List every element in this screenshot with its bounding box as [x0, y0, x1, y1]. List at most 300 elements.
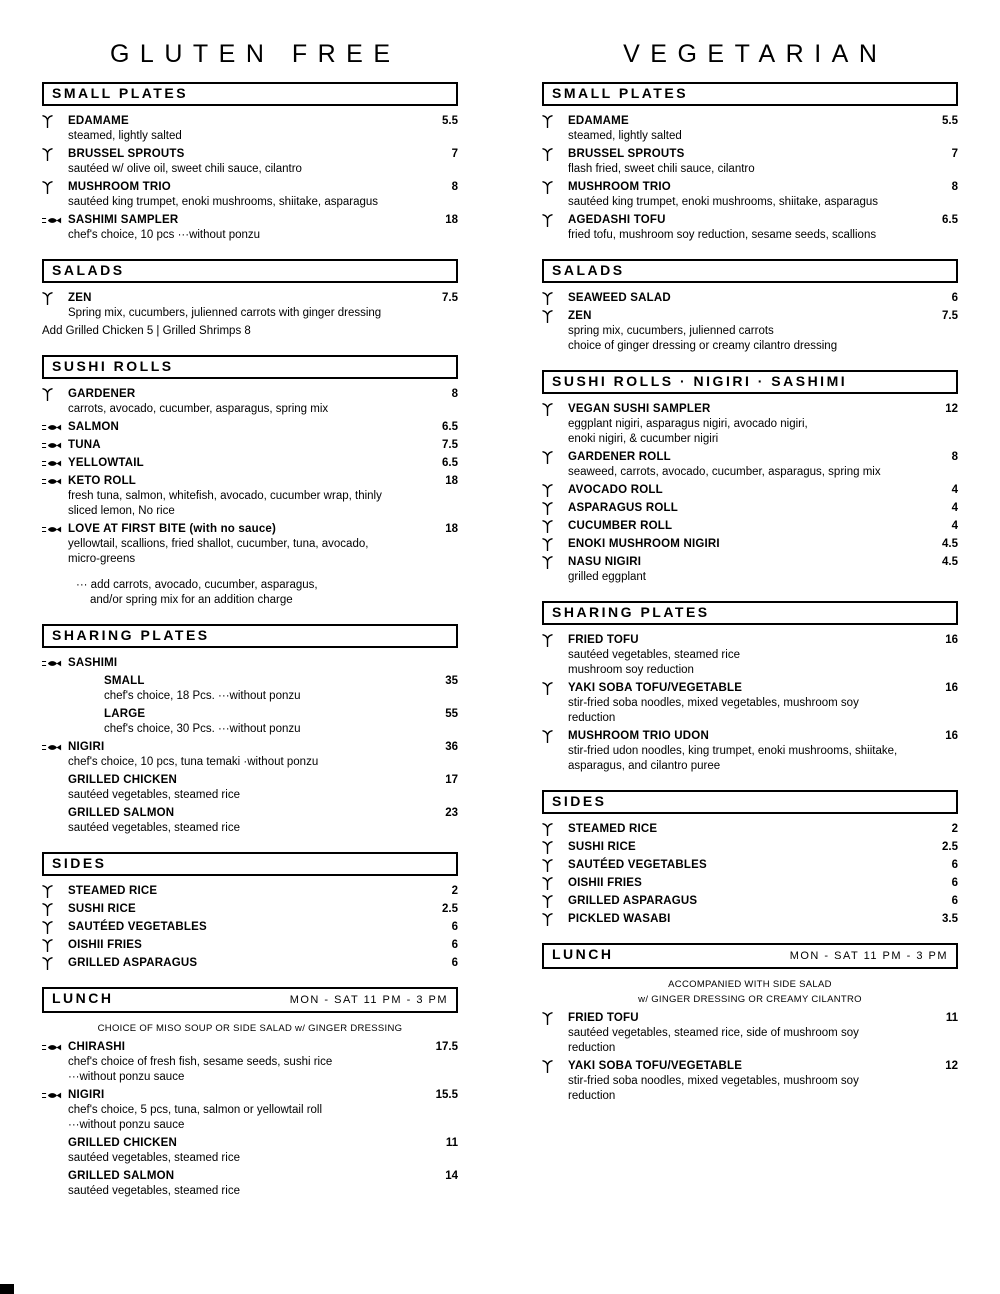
sprout-icon	[542, 1012, 568, 1025]
item-description: stir-fried udon noodles, king trumpet, enoki mushrooms, shiitake,	[568, 745, 898, 757]
sprout-icon	[42, 921, 68, 934]
item-name: SALMON	[68, 421, 120, 433]
item-name: MUSHROOM TRIO	[68, 181, 171, 193]
item-price: 16	[945, 682, 958, 694]
item-name: YELLOWTAIL	[68, 457, 144, 469]
item-price: 18	[445, 523, 458, 535]
item-price: 18	[445, 475, 458, 487]
sprout-icon	[542, 520, 568, 533]
sprout-icon	[542, 292, 568, 305]
section-header	[42, 259, 458, 283]
section-lunch	[542, 943, 958, 1104]
section-header-label: SALADS	[552, 262, 625, 278]
menu-item-enoki-mushroom-nigiri	[542, 537, 958, 552]
menu-item-fried-tofu	[542, 1011, 958, 1056]
item-price: 6.5	[942, 214, 958, 226]
item-name: SASHIMI	[68, 657, 118, 669]
item-price: 6.5	[442, 421, 458, 433]
menu-item-grilled-chicken	[42, 1136, 458, 1166]
menu-item-mushroom-trio-udon	[542, 729, 958, 774]
item-price: 8	[951, 181, 958, 193]
item-name: SASHIMI SAMPLER	[68, 214, 179, 226]
menu-item-gardener	[42, 387, 458, 417]
sprout-icon	[542, 214, 568, 227]
item-name: GRILLED SALMON	[68, 1170, 175, 1182]
menu-item-line	[542, 114, 958, 129]
menu-item-pickled-wasabi	[542, 912, 958, 927]
menu-item-line	[542, 912, 958, 927]
section-header	[42, 852, 458, 876]
menu-item-line	[542, 309, 958, 324]
item-description: sautéed king trumpet, enoki mushrooms, shiitake, asparagus	[68, 196, 379, 208]
item-description: sautéed vegetables, steamed rice	[68, 1185, 240, 1197]
section-header-label: SMALL PLATES	[552, 85, 689, 101]
fish-icon	[42, 1091, 68, 1100]
item-description: reduction	[568, 1090, 616, 1102]
section-header	[542, 790, 958, 814]
item-name: FRIED TOFU	[568, 1012, 639, 1024]
item-description: yellowtail, scallions, fried shallot, cucumber, tuna, avocado,	[68, 538, 369, 550]
sprout-icon	[542, 556, 568, 569]
section-salads	[42, 259, 458, 339]
sprout-icon	[42, 388, 68, 401]
menu-note	[542, 977, 958, 1007]
item-name: FRIED TOFU	[568, 634, 639, 646]
menu-item-line	[42, 438, 458, 453]
item-name: LOVE AT FIRST BITE (with no sauce)	[68, 523, 277, 535]
item-name: MUSHROOM TRIO UDON	[568, 730, 709, 742]
section-header-label: SHARING PLATES	[52, 627, 210, 643]
section-header-label: SALADS	[52, 262, 125, 278]
item-price: 6	[451, 921, 458, 933]
item-description: asparagus, and cilantro puree	[568, 760, 721, 772]
item-name: SAUTÉED VEGETABLES	[568, 859, 707, 871]
section-header	[542, 601, 958, 625]
menu-note-line: w/ GINGER DRESSING OR CREAMY CILANTRO	[638, 994, 862, 1005]
menu-item-line	[42, 740, 458, 755]
menu-item-line	[542, 501, 958, 516]
menu-column-vegetarian	[542, 40, 958, 1215]
item-description: spring mix, cucumbers, julienned carrots	[568, 325, 774, 337]
item-name: EDAMAME	[68, 115, 129, 127]
item-price: 6	[951, 877, 958, 889]
fish-icon	[42, 216, 68, 225]
menu-item-line	[542, 858, 958, 873]
section-sharing-plates	[542, 601, 958, 774]
section-header	[542, 943, 958, 969]
menu-item-gardener-roll	[542, 450, 958, 480]
menu-item-line	[42, 956, 458, 971]
item-price: 14	[445, 1170, 458, 1182]
item-price: 55	[445, 708, 458, 720]
item-description: carrots, avocado, cucumber, asparagus, spring mix	[68, 403, 329, 415]
section-sides	[42, 852, 458, 971]
menu-item-brussel-sprouts	[42, 147, 458, 177]
column-title: VEGETARIAN	[623, 40, 888, 68]
menu-item-sashimi	[42, 656, 458, 671]
item-description: sautéed vegetables, steamed rice	[68, 1152, 240, 1164]
menu-item-line	[42, 1169, 458, 1184]
menu-item-line	[42, 522, 458, 537]
menu-item-line	[542, 519, 958, 534]
menu-item-line	[42, 213, 458, 228]
menu-item-line	[542, 555, 958, 570]
item-price: 18	[445, 214, 458, 226]
sprout-icon	[542, 913, 568, 926]
section-header	[542, 259, 958, 283]
item-name: KETO ROLL	[68, 475, 137, 487]
menu-item-large	[42, 707, 458, 737]
item-price: 2.5	[942, 841, 958, 853]
item-price: 16	[945, 730, 958, 742]
menu-item-line	[542, 537, 958, 552]
sprout-icon	[542, 1060, 568, 1073]
section-header-label: SUSHI ROLLS · NIGIRI · SASHIMI	[552, 373, 848, 389]
item-price: 4	[951, 520, 958, 532]
section-header	[42, 82, 458, 106]
item-name: STEAMED RICE	[568, 823, 658, 835]
menu-item-zen	[42, 291, 458, 321]
item-price: 7.5	[442, 292, 458, 304]
item-description: fried tofu, mushroom soy reduction, sesame seeds, scallions	[568, 229, 877, 241]
menu-item-line	[42, 456, 458, 471]
item-description: steamed, lightly salted	[68, 130, 182, 142]
item-name: YAKI SOBA TOFU/VEGETABLE	[568, 1060, 743, 1072]
item-description: chef's choice, 30 Pcs. ···without ponzu	[104, 723, 301, 735]
menu-item-edamame	[42, 114, 458, 144]
item-name: ZEN	[568, 310, 592, 322]
menu-item-grilled-salmon	[42, 806, 458, 836]
item-name: ENOKI MUSHROOM NIGIRI	[568, 538, 720, 550]
menu-item-line	[542, 450, 958, 465]
column-title: GLUTEN FREE	[109, 40, 401, 68]
section-header	[42, 355, 458, 379]
menu-item-brussel-sprouts	[542, 147, 958, 177]
item-price: 7.5	[942, 310, 958, 322]
item-description: sautéed vegetables, steamed rice, side of mushroom soy	[568, 1027, 859, 1039]
section-header-label: SIDES	[52, 855, 107, 871]
menu-item-nasu-nigiri	[542, 555, 958, 585]
menu-note-line: Add Grilled Chicken 5 | Grilled Shrimps 8	[42, 325, 251, 337]
menu-item-cucumber-roll	[542, 519, 958, 534]
menu-item-line	[42, 291, 458, 306]
item-price: 2.5	[442, 903, 458, 915]
section-sharing-plates	[42, 624, 458, 836]
item-price: 5.5	[442, 115, 458, 127]
item-price: 23	[445, 807, 458, 819]
section-small-plates	[42, 82, 458, 243]
menu-item-line	[542, 840, 958, 855]
menu-note-line: CHOICE OF MISO SOUP OR SIDE SALAD w/ GINGER DRESSING	[97, 1023, 403, 1034]
item-description: stir-fried soba noodles, mixed vegetables, mushroom soy	[568, 1075, 859, 1087]
item-price: 6	[951, 859, 958, 871]
menu-item-oishii-fries	[542, 876, 958, 891]
section-small-plates	[542, 82, 958, 243]
section-lunch	[42, 987, 458, 1199]
menu-item-line	[42, 474, 458, 489]
item-name: BRUSSEL SPROUTS	[568, 148, 685, 160]
sprout-icon	[542, 115, 568, 128]
menu-item-yellowtail	[42, 456, 458, 471]
menu-item-chirashi	[42, 1040, 458, 1085]
item-name: PICKLED WASABI	[568, 913, 671, 925]
sprout-icon	[542, 682, 568, 695]
sprout-icon	[542, 451, 568, 464]
sprout-icon	[42, 885, 68, 898]
item-description: chef's choice, 5 pcs, tuna, salmon or yellowtail roll	[68, 1104, 323, 1116]
item-name: MUSHROOM TRIO	[568, 181, 671, 193]
item-price: 17.5	[435, 1041, 458, 1053]
item-price: 7.5	[442, 439, 458, 451]
fish-icon	[42, 525, 68, 534]
menu-item-oishii-fries	[42, 938, 458, 953]
menu-note-line: ··· add carrots, avocado, cucumber, asparagus,	[76, 579, 318, 591]
menu-item-keto-roll	[42, 474, 458, 519]
item-description: steamed, lightly salted	[568, 130, 682, 142]
sprout-icon	[542, 484, 568, 497]
item-name: TUNA	[68, 439, 101, 451]
menu-item-mushroom-trio	[542, 180, 958, 210]
item-description: Spring mix, cucumbers, julienned carrots with ginger dressing	[68, 307, 382, 319]
menu-note	[42, 324, 458, 339]
menu-item-line	[542, 147, 958, 162]
item-price: 6.5	[442, 457, 458, 469]
section-header	[542, 82, 958, 106]
item-name: GRILLED SALMON	[68, 807, 175, 819]
menu-item-line	[42, 1088, 458, 1103]
item-name: GARDENER ROLL	[568, 451, 671, 463]
menu-item-line	[42, 920, 458, 935]
sprout-icon	[542, 634, 568, 647]
item-price: 2	[451, 885, 458, 897]
sprout-icon	[42, 148, 68, 161]
item-name: LARGE	[104, 708, 146, 720]
page-corner-mark	[0, 1284, 14, 1294]
menu-item-line	[42, 656, 458, 671]
item-description: ···without ponzu sauce	[68, 1119, 185, 1131]
menu-note	[42, 1021, 458, 1036]
item-description: choice of ginger dressing or creamy cilantro dressing	[568, 340, 838, 352]
item-name: GRILLED CHICKEN	[68, 774, 178, 786]
menu-item-vegan-sushi-sampler	[542, 402, 958, 447]
item-description: chef's choice, 10 pcs ···without ponzu	[68, 229, 261, 241]
item-description: mushroom soy reduction	[568, 664, 694, 676]
item-description: sautéed vegetables, steamed rice	[68, 822, 240, 834]
item-description: enoki nigiri, & cucumber nigiri	[568, 433, 719, 445]
sprout-icon	[542, 841, 568, 854]
menu-item-saut-ed-vegetables	[42, 920, 458, 935]
item-price: 12	[945, 1060, 958, 1072]
menu-item-steamed-rice	[542, 822, 958, 837]
item-name: BRUSSEL SPROUTS	[68, 148, 185, 160]
menu-item-zen	[542, 309, 958, 354]
item-price: 8	[951, 451, 958, 463]
item-name: NASU NIGIRI	[568, 556, 642, 568]
sprout-icon	[542, 730, 568, 743]
item-description: chef's choice, 18 Pcs. ···without ponzu	[104, 690, 301, 702]
item-name: OISHII FRIES	[68, 939, 142, 951]
menu-item-avocado-roll	[542, 483, 958, 498]
item-name: CHIRASHI	[68, 1041, 126, 1053]
menu-item-asparagus-roll	[542, 501, 958, 516]
menu-item-line	[42, 806, 458, 821]
menu-item-fried-tofu	[542, 633, 958, 678]
menu-item-tuna	[42, 438, 458, 453]
menu-item-nigiri	[42, 740, 458, 770]
section-sushi-rolls	[42, 355, 458, 608]
section-header-hours: MON - SAT 11 PM - 3 PM	[789, 950, 948, 962]
item-price: 16	[945, 634, 958, 646]
menu-item-yaki-soba-tofu-vegetable	[542, 681, 958, 726]
menu-item-edamame	[542, 114, 958, 144]
menu-item-nigiri	[42, 1088, 458, 1133]
menu-item-line	[542, 681, 958, 696]
sprout-icon	[542, 895, 568, 908]
menu-item-line	[42, 147, 458, 162]
menu-item-line	[42, 114, 458, 129]
item-description: sautéed king trumpet, enoki mushrooms, shiitake, asparagus	[568, 196, 879, 208]
item-price: 4.5	[942, 556, 958, 568]
item-description: eggplant nigiri, asparagus nigiri, avocado nigiri,	[568, 418, 808, 430]
item-description: sautéed vegetables, steamed rice	[568, 649, 740, 661]
sprout-icon	[542, 859, 568, 872]
menu-item-sushi-rice	[42, 902, 458, 917]
menu-note	[42, 570, 458, 608]
item-name: GRILLED CHICKEN	[68, 1137, 178, 1149]
sprout-icon	[42, 115, 68, 128]
item-description: reduction	[568, 712, 616, 724]
menu-item-line	[542, 894, 958, 909]
item-price: 36	[445, 741, 458, 753]
section-header-label: SHARING PLATES	[552, 604, 710, 620]
item-price: 8	[451, 181, 458, 193]
fish-icon	[42, 477, 68, 486]
menu-item-line	[542, 876, 958, 891]
item-description: sautéed vegetables, steamed rice	[68, 789, 240, 801]
menu-item-line	[42, 1136, 458, 1151]
item-price: 6	[451, 957, 458, 969]
item-name: ZEN	[68, 292, 92, 304]
fish-icon	[42, 1043, 68, 1052]
menu-item-line	[542, 291, 958, 306]
item-name: STEAMED RICE	[68, 885, 158, 897]
sprout-icon	[42, 903, 68, 916]
menu-item-line	[42, 938, 458, 953]
menu-item-line	[42, 902, 458, 917]
item-price: 8	[451, 388, 458, 400]
item-price: 3.5	[942, 913, 958, 925]
sprout-icon	[542, 502, 568, 515]
menu-item-line	[42, 884, 458, 899]
section-header-label: SIDES	[552, 793, 607, 809]
menu-item-mushroom-trio	[42, 180, 458, 210]
fish-icon	[42, 659, 68, 668]
sprout-icon	[542, 310, 568, 323]
sprout-icon	[42, 181, 68, 194]
menu-item-line	[542, 402, 958, 417]
menu-item-yaki-soba-tofu-vegetable	[542, 1059, 958, 1104]
item-name: EDAMAME	[568, 115, 629, 127]
menu-item-sashimi-sampler	[42, 213, 458, 243]
item-name: NIGIRI	[68, 1089, 105, 1101]
item-name: GRILLED ASPARAGUS	[568, 895, 698, 907]
fish-icon	[42, 441, 68, 450]
menu-item-line	[42, 420, 458, 435]
item-name: NIGIRI	[68, 741, 105, 753]
menu-item-grilled-salmon	[42, 1169, 458, 1199]
item-name: GRILLED ASPARAGUS	[68, 957, 198, 969]
item-name: AGEDASHI TOFU	[568, 214, 666, 226]
item-description: sliced lemon, No rice	[68, 505, 175, 517]
item-name: SUSHI RICE	[68, 903, 136, 915]
section-sides	[542, 790, 958, 927]
section-header	[42, 624, 458, 648]
menu-item-line	[42, 674, 458, 689]
item-name: GARDENER	[68, 388, 136, 400]
item-name: YAKI SOBA TOFU/VEGETABLE	[568, 682, 743, 694]
item-description: stir-fried soba noodles, mixed vegetables, mushroom soy	[568, 697, 859, 709]
menu-item-line	[42, 707, 458, 722]
item-name: ASPARAGUS ROLL	[568, 502, 678, 514]
item-price: 35	[445, 675, 458, 687]
item-price: 4	[951, 484, 958, 496]
menu-item-line	[542, 822, 958, 837]
item-description: chef's choice of fresh fish, sesame seeds, sushi rice	[68, 1056, 333, 1068]
section-salads	[542, 259, 958, 354]
item-price: 7	[451, 148, 458, 160]
menu-item-line	[542, 1059, 958, 1074]
menu-item-grilled-chicken	[42, 773, 458, 803]
section-header-label: LUNCH	[52, 990, 114, 1006]
item-description: chef's choice, 10 pcs, tuna temaki ·without ponzu	[68, 756, 319, 768]
sprout-icon	[542, 823, 568, 836]
section-header-label: LUNCH	[552, 946, 614, 962]
item-name: SAUTÉED VEGETABLES	[68, 921, 207, 933]
item-name: CUCUMBER ROLL	[568, 520, 673, 532]
item-price: 6	[451, 939, 458, 951]
item-price: 17	[445, 774, 458, 786]
item-price: 6	[951, 292, 958, 304]
item-description: ···without ponzu sauce	[68, 1071, 185, 1083]
item-description: micro-greens	[68, 553, 136, 565]
item-name: VEGAN SUSHI SAMPLER	[568, 403, 711, 415]
item-description: flash fried, sweet chili sauce, cilantro	[568, 163, 755, 175]
sprout-icon	[42, 939, 68, 952]
menu-item-line	[542, 1011, 958, 1026]
sprout-icon	[542, 538, 568, 551]
sprout-icon	[542, 877, 568, 890]
item-description: sautéed w/ olive oil, sweet chili sauce, cilantro	[68, 163, 302, 175]
item-name: OISHII FRIES	[568, 877, 642, 889]
menu-item-love-at-first-bite-with-no-sauce	[42, 522, 458, 567]
item-description: seaweed, carrots, avocado, cucumber, asparagus, spring mix	[568, 466, 881, 478]
menu-item-sushi-rice	[542, 840, 958, 855]
item-price: 15.5	[435, 1089, 458, 1101]
item-name: SUSHI RICE	[568, 841, 636, 853]
fish-icon	[42, 423, 68, 432]
item-price: 7	[951, 148, 958, 160]
item-description: grilled eggplant	[568, 571, 647, 583]
menu-item-line	[42, 387, 458, 402]
item-price: 11	[445, 1137, 458, 1149]
fish-icon	[42, 459, 68, 468]
menu-item-agedashi-tofu	[542, 213, 958, 243]
section-header-label: SUSHI ROLLS	[52, 358, 174, 374]
item-name: SEAWEED SALAD	[568, 292, 671, 304]
section-sushi-rolls-nigiri-sashimi	[542, 370, 958, 585]
fish-icon	[42, 743, 68, 752]
menu-item-line	[42, 180, 458, 195]
